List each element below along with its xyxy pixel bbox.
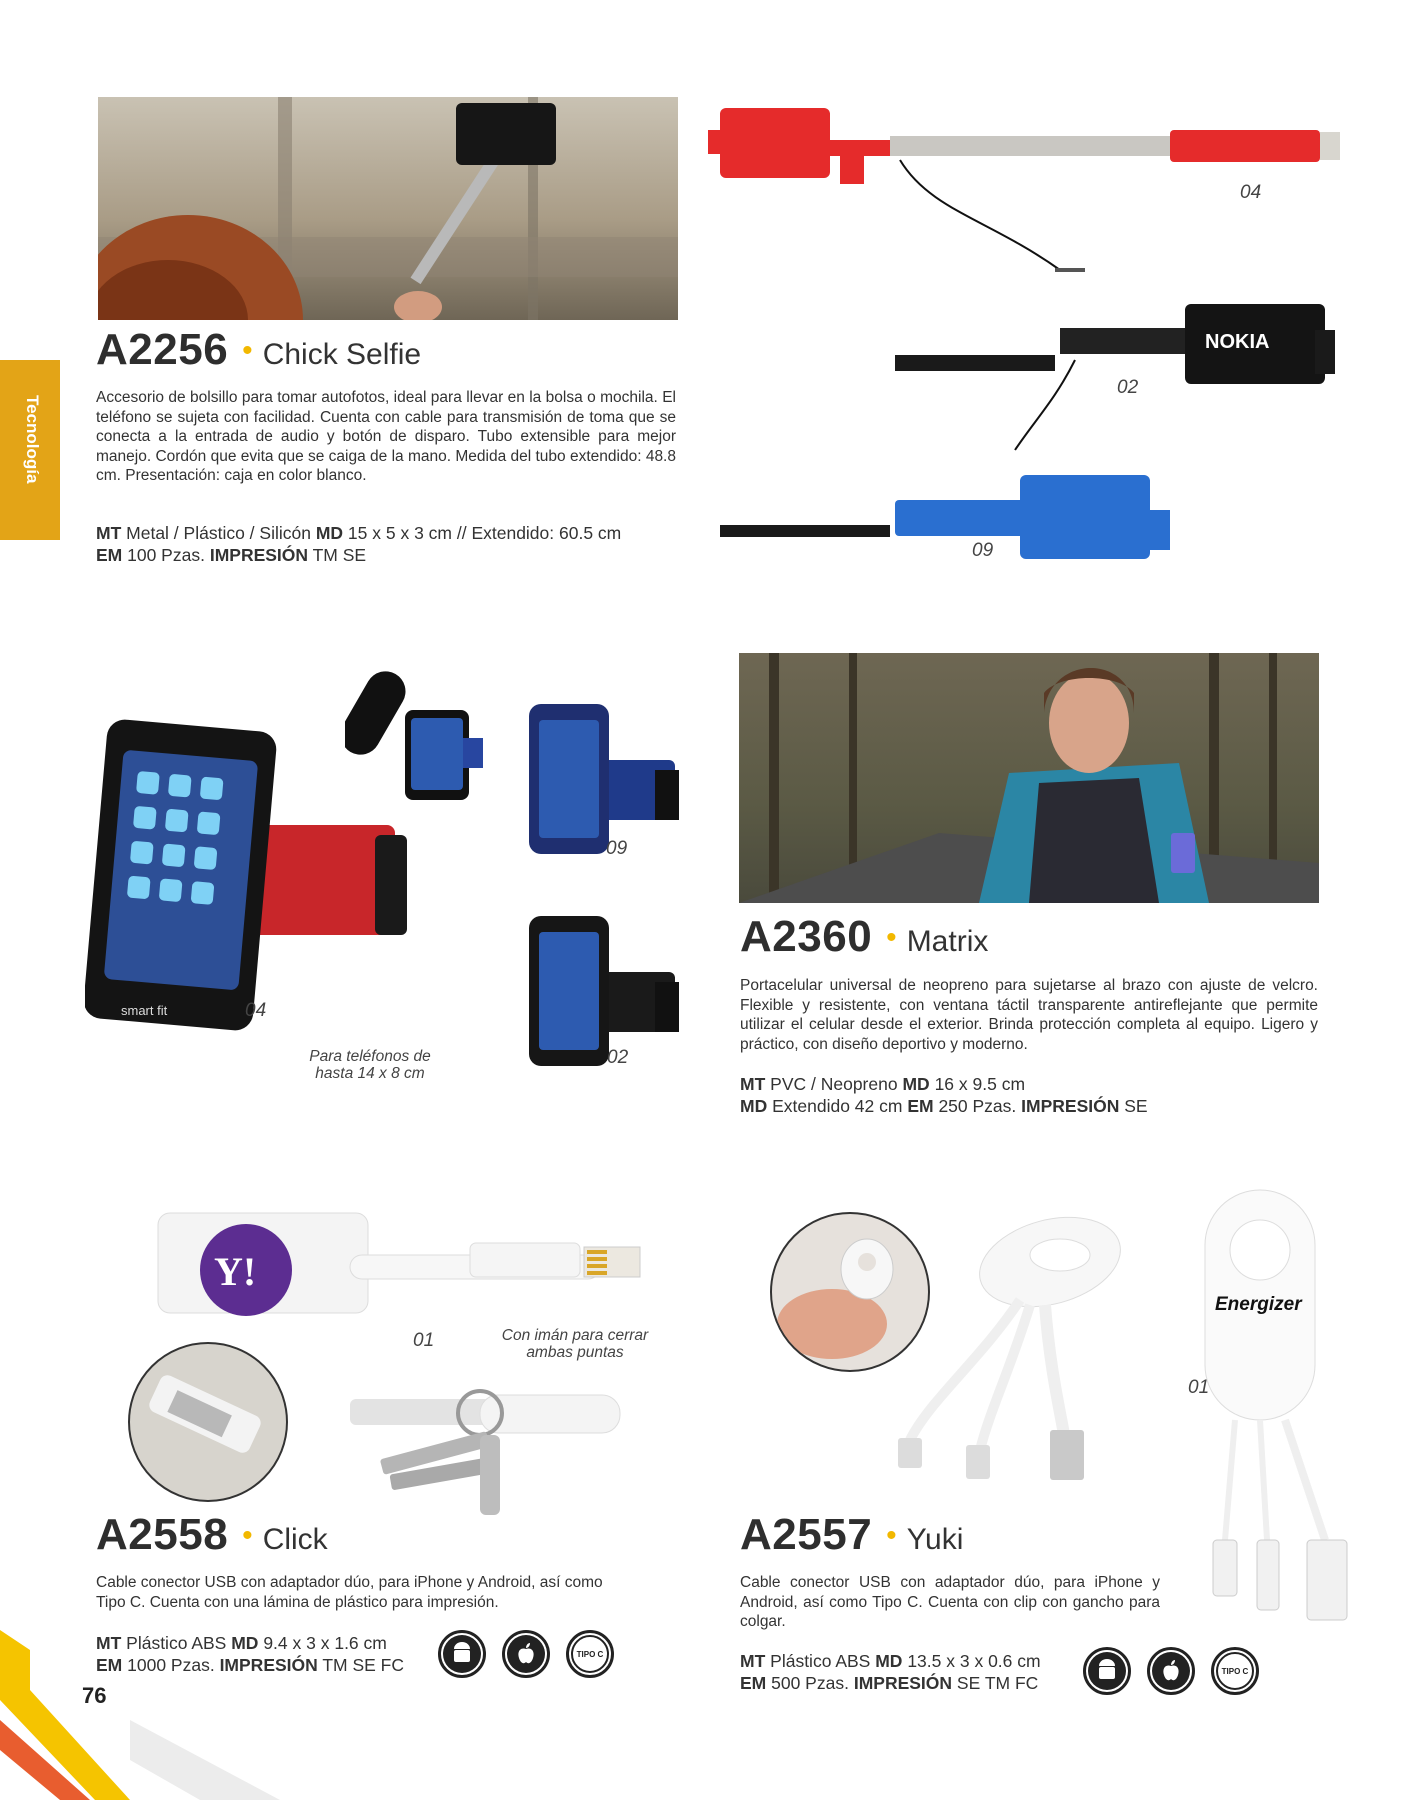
color-label-blue: 09 [972,540,994,561]
product-code: A2558 [96,1510,229,1559]
bullet-dot: • [242,1519,253,1552]
product-code: A2360 [740,912,873,961]
page-number: 76 [82,1683,107,1708]
decorative-corner-stripes [0,1630,300,1800]
yuki-cable-illustration [870,1210,1190,1490]
product-specs-a2557: MT Plástico ABS MD 13.5 x 3 x 0.6 cm EM 500 Pzas. IMPRESIÓN SE TM FC [740,1651,1041,1693]
product-code: A2256 [96,325,229,374]
connector-closeup-photo [128,1342,288,1502]
product-code: A2557 [740,1510,873,1559]
magnet-note: Con imán para cerrar ambas puntas [501,1327,649,1361]
selfie-stick-blue-illustration [720,470,1190,570]
product-title-a2256 [96,325,421,375]
product-title-a2557 [740,1510,963,1560]
android-icon [438,1630,486,1678]
product-description-a2558: Cable conector USB con adaptador dúo, para iPhone y Android, así como Tipo C. Cuenta con una lámina de plástico para impresión. [96,1574,603,1611]
color-label-blue: 09 [606,838,628,859]
product-specs-a2360: MT PVC / Neopreno MD 16 x 9.5 cm MD Extendido 42 cm EM 250 Pzas. IMPRESIÓN SE [740,1074,1148,1116]
product-name: Yuki [906,1523,964,1556]
click-cable-illustration [150,1205,660,1320]
tipo-c-label: TIPO C [1221,1666,1249,1676]
usb-type-c-icon [1211,1647,1259,1695]
energizer-logo: Energizer [1215,1294,1302,1315]
bullet-dot: • [886,1519,897,1552]
product-description-a2360: Portacelular universal de neopreno para sujetarse al brazo con ajuste de velcro. Flexible y resistente, con ventana táctil transparente antireflejante que permite utilizar el celular desde el exterior. Brinda protección completa al equipo. Ligero y práctico, con diseño deportivo y moderno. [740,977,1318,1053]
color-label-red: 04 [1240,182,1262,203]
bullet-dot: • [886,921,897,954]
product-description-a2256: Accesorio de bolsillo para tomar autofotos, ideal para llevar en la bolsa o mochila. El teléfono se sujeta con facilidad. Cuenta con cable para transmisión de toma que se conecta a la entrada de audio y botón de disparo. Tubo extensible para mejor manejo. Cordón que evita que se caiga de la mano. Medida del tubo extendido: 48.8 cm. Presentación: caja en color blanco. [96,389,676,484]
click-keyring-illustration [330,1375,650,1515]
color-label-red: 04 [245,1000,267,1021]
product-title-a2360 [740,912,988,962]
product-name: Chick Selfie [262,338,422,371]
armband-black-illustration [525,912,685,1072]
nokia-logo: NOKIA [1205,331,1270,353]
color-label-white: 01 [1188,1377,1210,1398]
selfie-lifestyle-photo [98,97,678,320]
smartfit-logo: smart fit [121,1003,168,1018]
product-name: Click [262,1523,328,1556]
bullet-dot: • [242,334,253,367]
section-tab-label: Tecnología [23,395,42,484]
color-label-black: 02 [607,1047,629,1068]
yahoo-logo: Y! [214,1249,257,1294]
runner-lifestyle-photo [739,653,1319,903]
android-icon [1083,1647,1131,1695]
product-specs-a2558: MT Plástico ABS MD 9.4 x 3 x 1.6 cm EM 1000 Pzas. IMPRESIÓN TM SE FC [96,1633,404,1675]
usb-type-c-icon [566,1630,614,1678]
color-label-white: 01 [413,1330,435,1351]
yuki-energizer-cable-illustration [1195,1180,1355,1640]
apple-icon [1147,1647,1195,1695]
apple-icon [502,1630,550,1678]
product-title-a2558 [96,1510,328,1560]
armband-folded-illustration [345,660,495,810]
product-name: Matrix [906,925,989,958]
phone-size-note: Para teléfonos de hasta 14 x 8 cm [309,1048,431,1082]
product-specs-a2256: MT Metal / Plástico / Silicón MD 15 x 5 x 3 cm // Extendido: 60.5 cm EM 100 Pzas. IMPRESIÓN TM SE [96,523,622,565]
color-label-black: 02 [1117,377,1139,398]
product-description-a2557: Cable conector USB con adaptador dúo, para iPhone y Android, así como Tipo C. Cuenta con clip con gancho para colgar. [740,1574,1160,1630]
tipo-c-label: TIPO C [576,1649,604,1659]
armband-blue-illustration [525,700,685,860]
